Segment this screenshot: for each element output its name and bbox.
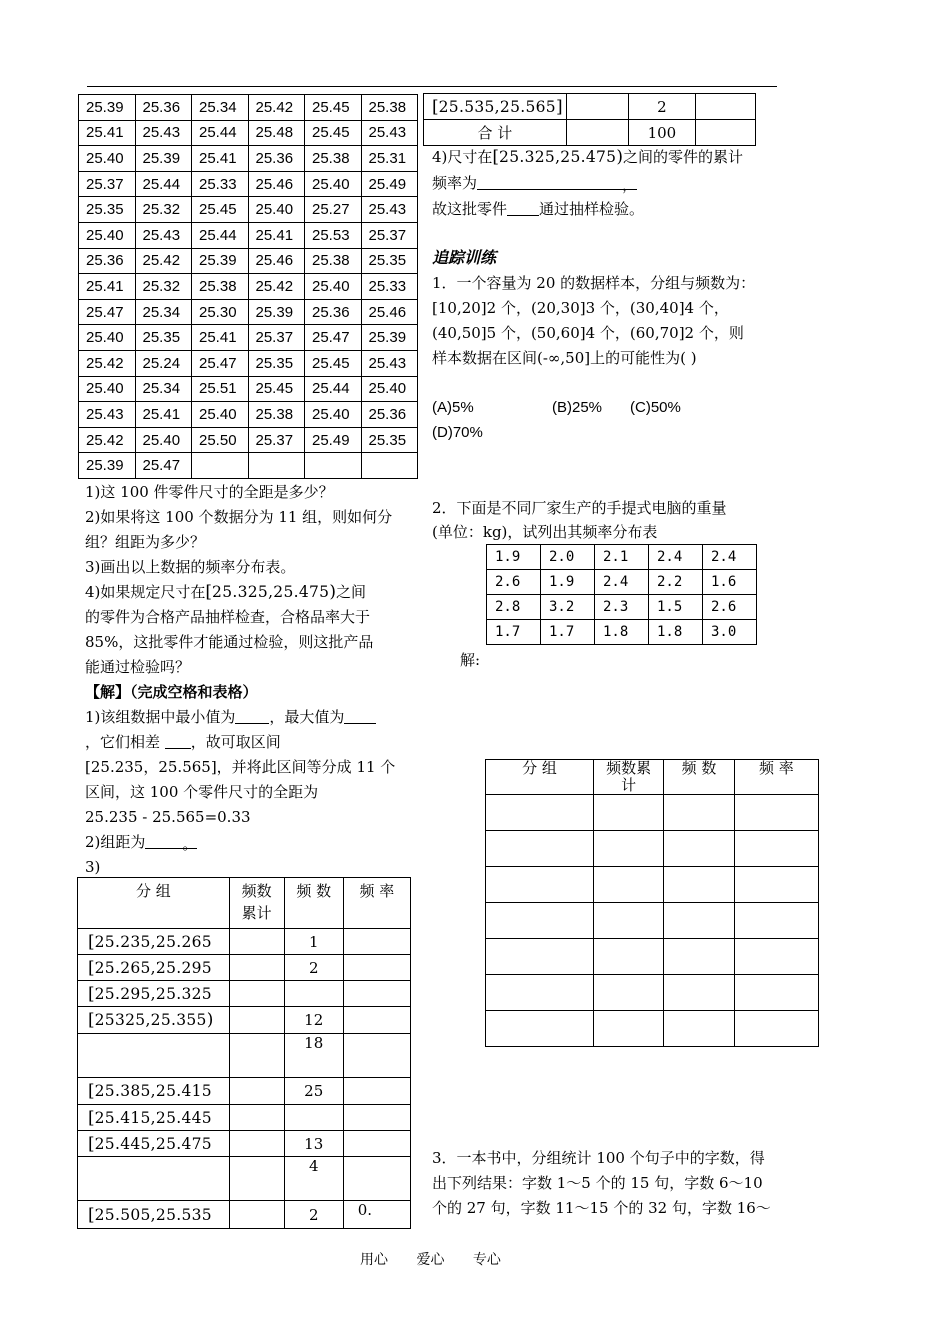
- empty-cell[interactable]: [486, 903, 594, 939]
- data-cell: 25.38: [361, 95, 418, 121]
- data-cell: 25.42: [248, 95, 305, 121]
- empty-header: 频 数: [664, 760, 734, 795]
- laptop-cell: 1.8: [595, 620, 649, 645]
- practice-heading: 追踪训练: [432, 248, 497, 267]
- page-footer: [360, 1249, 525, 1269]
- freq-group: [25.415,25.445: [78, 1105, 230, 1131]
- data-cell: 25.47: [135, 453, 192, 479]
- empty-cell[interactable]: [734, 867, 818, 903]
- data-cell: 25.43: [361, 120, 418, 146]
- laptop-cell: 3.2: [541, 595, 595, 620]
- continued-group: [25.535,25.565]: [424, 94, 567, 120]
- practice-2b: (单位：kg)，试列出其频率分布表: [432, 523, 658, 541]
- data-row: [79, 376, 418, 402]
- data-cell: 25.30: [192, 299, 249, 325]
- data-cell: 25.39: [361, 325, 418, 351]
- empty-cell[interactable]: [593, 867, 663, 903]
- blank-cum-rate[interactable]: ，: [477, 173, 637, 190]
- empty-cell[interactable]: [664, 975, 734, 1011]
- freq-rate: [343, 929, 410, 955]
- empty-cell[interactable]: [593, 1011, 663, 1047]
- data-cell: 25.31: [361, 146, 418, 172]
- data-cell: 25.34: [192, 95, 249, 121]
- empty-cell[interactable]: [664, 795, 734, 831]
- empty-cell[interactable]: [486, 831, 594, 867]
- laptop-row: [487, 545, 757, 570]
- laptop-cell: 1.5: [649, 595, 703, 620]
- data-cell: 25.34: [135, 299, 192, 325]
- freq-rate: 0.: [343, 1201, 410, 1229]
- question-3: 3)画出以上数据的频率分布表。: [85, 558, 296, 576]
- frequency-table: [77, 877, 411, 1229]
- data-cell: 25.37: [361, 222, 418, 248]
- footer-1: 用心: [360, 1252, 388, 1268]
- data-cell: 25.39: [79, 453, 136, 479]
- empty-cell[interactable]: [593, 903, 663, 939]
- data-cell: [192, 453, 249, 479]
- empty-cell[interactable]: [486, 795, 594, 831]
- data-cell: 25.40: [305, 171, 362, 197]
- empty-cell[interactable]: [734, 831, 818, 867]
- laptop-weight-table: [486, 544, 757, 645]
- empty-header: 分 组: [486, 760, 594, 795]
- data-cell: 25.47: [192, 350, 249, 376]
- freq-group: [25.445,25.475: [78, 1131, 230, 1157]
- data-cell: 25.41: [248, 222, 305, 248]
- freq-count: 1: [284, 929, 343, 955]
- laptop-cell: 2.6: [487, 570, 541, 595]
- laptop-cell: 2.4: [649, 545, 703, 570]
- data-cell: 25.40: [135, 427, 192, 453]
- freq-cumulative: [229, 1201, 284, 1229]
- freq-rate: [343, 1007, 410, 1034]
- data-cell: 25.53: [305, 222, 362, 248]
- data-cell: 25.40: [79, 146, 136, 172]
- question-2b: 组？组距为多少？: [85, 533, 206, 551]
- footer-2: 爱心: [416, 1252, 445, 1268]
- freq-group: [78, 1034, 230, 1078]
- data-cell: 25.50: [192, 427, 249, 453]
- freq-cumulative: [229, 929, 284, 955]
- option-a[interactable]: (A)5%: [432, 399, 474, 416]
- freq-rate: [343, 1078, 410, 1105]
- laptop-row: [487, 570, 757, 595]
- data-cell: 25.24: [135, 350, 192, 376]
- empty-row: [486, 975, 819, 1011]
- freq-group: [78, 1157, 230, 1201]
- freq-row: [78, 981, 411, 1007]
- solution-1a: 1)该组数据中最小值为 ，最大值为: [85, 705, 376, 729]
- data-cell: 25.39: [135, 146, 192, 172]
- laptop-cell: 2.2: [649, 570, 703, 595]
- solution-title: 【解】（完成空格和表格）: [85, 683, 258, 701]
- data-cell: 25.35: [361, 248, 418, 274]
- continued-count: 2: [629, 94, 695, 120]
- data-row: [79, 325, 418, 351]
- total-count: 100: [629, 120, 695, 146]
- empty-row: [486, 1011, 819, 1047]
- data-cell: 25.41: [192, 325, 249, 351]
- laptop-cell: 1.9: [541, 570, 595, 595]
- data-row: [79, 222, 418, 248]
- freq-cumulative: [229, 1105, 284, 1131]
- option-b[interactable]: (B)25%: [552, 399, 603, 416]
- data-row: [79, 453, 418, 479]
- data-cell: 25.43: [361, 350, 418, 376]
- practice-3c: 个的 27 句，字数 11～15 个的 32 句，字数 16～: [432, 1199, 771, 1217]
- data-cell: 25.35: [79, 197, 136, 223]
- laptop-cell: 3.0: [703, 620, 757, 645]
- freq-group: [25.265,25.295: [78, 955, 230, 981]
- data-cell: 25.37: [79, 171, 136, 197]
- blank-max[interactable]: [344, 707, 376, 724]
- practice-1d: 样本数据在区间(-∞,50]上的可能性为( ): [432, 349, 697, 367]
- laptop-cell: 1.7: [541, 620, 595, 645]
- data-cell: [361, 453, 418, 479]
- data-cell: 25.40: [305, 402, 362, 428]
- laptop-cell: 2.0: [541, 545, 595, 570]
- data-cell: 25.36: [79, 248, 136, 274]
- data-cell: 25.38: [248, 402, 305, 428]
- data-cell: 25.45: [192, 197, 249, 223]
- practice-3a: 3．一本书中，分组统计 100 个句子中的字数，得: [432, 1149, 765, 1167]
- freq-count: 18: [284, 1034, 343, 1078]
- freq-rate: [343, 955, 410, 981]
- freq-cumulative: [229, 1131, 284, 1157]
- empty-cell[interactable]: [593, 975, 663, 1011]
- data-cell: 25.39: [248, 299, 305, 325]
- freq-row: [78, 929, 411, 955]
- empty-cell[interactable]: [734, 795, 818, 831]
- laptop-cell: 1.8: [649, 620, 703, 645]
- frequency-table-continued: [423, 93, 756, 146]
- empty-cell[interactable]: [486, 939, 594, 975]
- data-row: [79, 402, 418, 428]
- data-row: [79, 197, 418, 223]
- solution-1d: 区间，这 100 个零件尺寸的全距为: [85, 783, 319, 801]
- solution-3: 3): [85, 858, 101, 876]
- data-cell: 25.41: [79, 120, 136, 146]
- freq-group: [25.385,25.415: [78, 1078, 230, 1105]
- laptop-cell: 1.9: [487, 545, 541, 570]
- freq-count: 13: [284, 1131, 343, 1157]
- data-cell: 25.42: [79, 350, 136, 376]
- empty-cell[interactable]: [486, 1011, 594, 1047]
- data-cell: 25.48: [248, 120, 305, 146]
- laptop-row: [487, 595, 757, 620]
- option-c[interactable]: (C)50%: [630, 399, 681, 416]
- data-cell: 25.37: [248, 427, 305, 453]
- data-cell: 25.36: [135, 95, 192, 121]
- empty-row: [486, 795, 819, 831]
- data-cell: 25.40: [305, 274, 362, 300]
- blank-min[interactable]: [235, 707, 269, 724]
- data-row: [79, 95, 418, 121]
- sample-data-table: [78, 94, 418, 479]
- practice-1b: [10,20]2 个，(20,30]3 个，(30,40]4 个，: [432, 299, 729, 317]
- freq-cumulative: [229, 1007, 284, 1034]
- data-cell: 25.43: [79, 402, 136, 428]
- empty-header: 频 率: [734, 760, 818, 795]
- freq-group: [25.505,25.535: [78, 1201, 230, 1229]
- question-4d: 能通过检验吗？: [85, 658, 191, 676]
- data-cell: 25.45: [305, 95, 362, 121]
- empty-row: [486, 867, 819, 903]
- practice-3b: 出下列结果：字数 1～5 个的 15 句，字数 6～10: [432, 1174, 763, 1192]
- footer-3: 专心: [472, 1252, 501, 1268]
- data-cell: 25.33: [361, 274, 418, 300]
- empty-cell[interactable]: [734, 939, 818, 975]
- freq-count: 4: [284, 1157, 343, 1201]
- data-row: [79, 274, 418, 300]
- data-cell: 25.47: [79, 299, 136, 325]
- data-cell: 25.38: [305, 248, 362, 274]
- data-cell: 25.41: [135, 402, 192, 428]
- data-cell: 25.35: [248, 350, 305, 376]
- data-cell: [248, 453, 305, 479]
- freq-rate: [343, 1131, 410, 1157]
- solution-1c: [25.235，25.565]，并将此区间等分成 11 个: [85, 758, 396, 776]
- empty-cell[interactable]: [664, 1011, 734, 1047]
- data-cell: 25.40: [361, 376, 418, 402]
- practice-2a: 2．下面是不同厂家生产的手提式电脑的重量: [432, 499, 727, 517]
- question-4c: 85%，这批零件才能通过检验，则这批产品: [85, 633, 374, 651]
- empty-frequency-table: [485, 759, 819, 1047]
- freq-header: 频数 累计: [229, 878, 284, 929]
- data-cell: 25.49: [361, 171, 418, 197]
- freq-rate: [343, 1034, 410, 1078]
- data-cell: 25.51: [192, 376, 249, 402]
- data-cell: [305, 453, 362, 479]
- option-d[interactable]: (D)70%: [432, 424, 483, 441]
- freq-count: [284, 1105, 343, 1131]
- data-cell: 25.40: [79, 222, 136, 248]
- data-cell: 25.43: [135, 120, 192, 146]
- freq-row: [78, 1105, 411, 1131]
- data-row: [79, 171, 418, 197]
- empty-row: [486, 903, 819, 939]
- blank-pass[interactable]: [507, 199, 539, 216]
- empty-cell[interactable]: [486, 867, 594, 903]
- data-cell: 25.42: [79, 427, 136, 453]
- data-cell: 25.36: [361, 402, 418, 428]
- data-cell: 25.33: [192, 171, 249, 197]
- data-cell: 25.44: [305, 376, 362, 402]
- data-cell: 25.32: [135, 274, 192, 300]
- data-cell: 25.46: [248, 248, 305, 274]
- data-cell: 25.40: [79, 325, 136, 351]
- data-cell: 25.40: [192, 402, 249, 428]
- blank-width[interactable]: 。: [145, 832, 197, 849]
- freq-count: 12: [284, 1007, 343, 1034]
- freq-group: [25.235,25.265: [78, 929, 230, 955]
- empty-cell[interactable]: [664, 903, 734, 939]
- freq-row: [78, 1131, 411, 1157]
- laptop-cell: 1.7: [487, 620, 541, 645]
- freq-group: [25.295,25.325: [78, 981, 230, 1007]
- laptop-cell: 2.4: [703, 545, 757, 570]
- freq-rate: [343, 1157, 410, 1201]
- laptop-cell: 2.1: [595, 545, 649, 570]
- data-cell: 25.46: [248, 171, 305, 197]
- freq-header: 频 数: [284, 878, 343, 929]
- data-cell: 25.45: [248, 376, 305, 402]
- solution-4c: 故这批零件 通过抽样检验。: [432, 200, 645, 218]
- freq-count: 2: [284, 1201, 343, 1229]
- data-cell: 25.43: [361, 197, 418, 223]
- empty-cell[interactable]: [664, 867, 734, 903]
- data-cell: 25.40: [79, 376, 136, 402]
- empty-cell[interactable]: [734, 903, 818, 939]
- data-cell: 25.47: [305, 325, 362, 351]
- data-cell: 25.39: [192, 248, 249, 274]
- data-cell: 25.42: [248, 274, 305, 300]
- solution-1e: 25.235 - 25.565=0.33: [85, 808, 251, 826]
- data-cell: 25.38: [192, 274, 249, 300]
- empty-cell[interactable]: [734, 1011, 818, 1047]
- data-cell: 25.44: [135, 171, 192, 197]
- data-cell: 25.36: [248, 146, 305, 172]
- data-cell: 25.35: [135, 325, 192, 351]
- blank-diff[interactable]: [165, 732, 191, 749]
- solution-1b: ，它们相差 ，故可取区间: [85, 733, 281, 751]
- freq-cumulative: [229, 1078, 284, 1105]
- laptop-cell: 1.6: [703, 570, 757, 595]
- data-cell: 25.39: [79, 95, 136, 121]
- data-cell: 25.35: [361, 427, 418, 453]
- question-4a: 4)如果规定尺寸在[25.325,25.475)之间: [85, 582, 366, 602]
- data-cell: 25.44: [192, 120, 249, 146]
- data-row: [79, 248, 418, 274]
- laptop-cell: 2.6: [703, 595, 757, 620]
- freq-row: [78, 955, 411, 981]
- freq-count: 2: [284, 955, 343, 981]
- data-row: [79, 299, 418, 325]
- freq-count: [284, 981, 343, 1007]
- data-row: [79, 146, 418, 172]
- freq-rate: [343, 981, 410, 1007]
- empty-cell[interactable]: [664, 939, 734, 975]
- data-cell: 25.46: [361, 299, 418, 325]
- empty-cell[interactable]: [664, 831, 734, 867]
- laptop-cell: 2.8: [487, 595, 541, 620]
- laptop-cell: 2.4: [595, 570, 649, 595]
- freq-count: 25: [284, 1078, 343, 1105]
- question-2a: 2)如果将这 100 个数据分为 11 组，则如何分: [85, 508, 393, 526]
- question-4b: 的零件为合格产品抽样检查，合格品率大于: [85, 608, 371, 626]
- data-cell: 25.36: [305, 299, 362, 325]
- total-label: 合 计: [424, 120, 567, 146]
- freq-header: 分 组: [78, 878, 230, 929]
- data-cell: 25.45: [305, 120, 362, 146]
- freq-row: [78, 1201, 411, 1229]
- data-cell: 25.27: [305, 197, 362, 223]
- solution-2: 2)组距为 。: [85, 833, 198, 853]
- laptop-cell: 2.3: [595, 595, 649, 620]
- data-cell: 25.49: [305, 427, 362, 453]
- freq-row: [78, 1157, 411, 1201]
- data-row: [79, 350, 418, 376]
- freq-group: [25325,25.355): [78, 1007, 230, 1034]
- data-cell: 25.37: [248, 325, 305, 351]
- data-cell: 25.38: [305, 146, 362, 172]
- data-cell: 25.40: [248, 197, 305, 223]
- empty-row: [486, 831, 819, 867]
- question-1: 1)这 100 件零件尺寸的全距是多少？: [85, 483, 334, 501]
- empty-cell[interactable]: [734, 975, 818, 1011]
- empty-header: 频数累 计: [593, 760, 663, 795]
- header-rule: [87, 86, 777, 87]
- empty-cell[interactable]: [593, 831, 663, 867]
- freq-cumulative: [229, 955, 284, 981]
- data-cell: 25.41: [79, 274, 136, 300]
- freq-row: [78, 1034, 411, 1078]
- practice-1a: 1．一个容量为 20 的数据样本，分组与频数为：: [432, 274, 756, 292]
- freq-cumulative: [229, 981, 284, 1007]
- data-cell: 25.41: [192, 146, 249, 172]
- data-row: [79, 427, 418, 453]
- data-cell: 25.34: [135, 376, 192, 402]
- empty-cell[interactable]: [593, 939, 663, 975]
- freq-cumulative: [229, 1157, 284, 1201]
- data-cell: 25.42: [135, 248, 192, 274]
- answer-label: 解:: [460, 651, 481, 669]
- empty-cell[interactable]: [593, 795, 663, 831]
- freq-cumulative: [229, 1034, 284, 1078]
- practice-1c: (40,50]5 个，(50,60]4 个，(60,70]2 个，则: [432, 324, 744, 342]
- freq-row: [78, 1078, 411, 1105]
- empty-cell[interactable]: [486, 975, 594, 1011]
- empty-row: [486, 939, 819, 975]
- data-cell: 25.44: [192, 222, 249, 248]
- solution-4b: 频率为 ，: [432, 174, 638, 194]
- laptop-row: [487, 620, 757, 645]
- freq-rate: [343, 1105, 410, 1131]
- data-cell: 25.43: [135, 222, 192, 248]
- freq-header: 频 率: [343, 878, 410, 929]
- freq-row: [78, 1007, 411, 1034]
- data-cell: 25.32: [135, 197, 192, 223]
- data-row: [79, 120, 418, 146]
- data-cell: 25.45: [305, 350, 362, 376]
- solution-4a: 4)尺寸在[25.325,25.475)之间的零件的累计: [432, 147, 743, 167]
